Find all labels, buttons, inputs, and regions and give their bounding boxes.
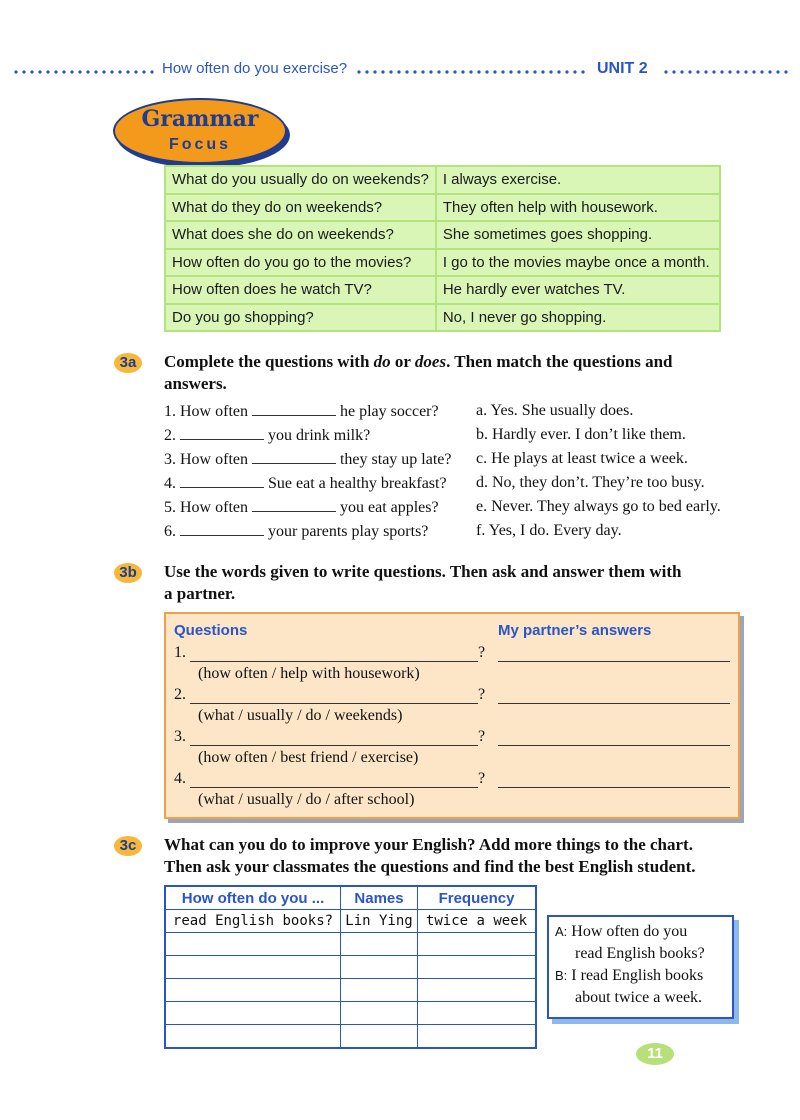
chart-row [165, 910, 536, 933]
partner-answers-heading: My partner’s answers [498, 622, 652, 639]
partner-answer-line[interactable] [498, 703, 730, 704]
answer-3a-f: f. Yes, I do. Every day. [476, 522, 622, 539]
question-text: he play soccer? [335, 403, 439, 420]
grammar-row [165, 276, 720, 304]
question-3a-4 [164, 474, 447, 493]
section-3b-marker: 3b [114, 563, 142, 583]
question-text: 2. [164, 427, 180, 444]
section-3a-marker: 3a [114, 353, 142, 373]
chart-cell[interactable] [165, 979, 341, 1002]
grammar-row [165, 221, 720, 249]
chart-cell[interactable] [418, 1002, 537, 1025]
chart-cell[interactable] [418, 956, 537, 979]
hint-text: (how often / best friend / exercise) [198, 749, 419, 766]
instr-do: do [373, 352, 391, 371]
chart-cell[interactable] [165, 933, 341, 956]
answer-blank[interactable] [180, 474, 264, 488]
chart-cell[interactable]: twice a week [418, 910, 537, 933]
question-mark: ? [478, 644, 486, 661]
item-number: 2. [174, 686, 186, 703]
question-3a-5 [164, 498, 439, 517]
chart-row [165, 956, 536, 979]
chart-cell[interactable] [341, 1025, 418, 1049]
question-text: your parents play sports? [264, 523, 429, 540]
dialog-line-b2: about twice a week. [575, 989, 703, 1006]
grammar-focus-badge [113, 98, 287, 164]
header-dots-right [662, 70, 790, 74]
item-number: 4. [174, 770, 186, 787]
answer-blank[interactable] [252, 450, 336, 464]
header-dots-left [12, 70, 158, 74]
answer-3a-b: b. Hardly ever. I don’t like them. [476, 426, 686, 443]
item-number: 3. [174, 728, 186, 745]
section-3b-instructions [164, 561, 744, 605]
item-number: 1. [174, 644, 186, 661]
grammar-row [165, 166, 720, 194]
section-3c-instructions [164, 834, 764, 878]
question-3a-6 [164, 522, 428, 541]
question-3a-1 [164, 402, 439, 421]
grammar-row [165, 194, 720, 222]
dialog-line-b1 [555, 965, 703, 987]
dialog-text: I read English books [571, 967, 704, 984]
chart-cell[interactable] [341, 979, 418, 1002]
example-dialog [547, 915, 734, 1019]
answer-blank[interactable] [180, 522, 264, 536]
question-line[interactable] [190, 745, 478, 746]
question-text: 5. How often [164, 499, 252, 516]
question-text: you drink milk? [264, 427, 371, 444]
chart-cell[interactable] [418, 1025, 537, 1049]
chart-cell[interactable]: Lin Ying [341, 910, 418, 933]
grammar-answer: No, I never go shopping. [436, 304, 720, 332]
answer-3a-a: a. Yes. She usually does. [476, 402, 634, 419]
chart-cell[interactable] [341, 1002, 418, 1025]
survey-chart [164, 885, 537, 1049]
question-text: they stay up late? [335, 451, 452, 468]
grammar-answer: She sometimes goes shopping. [436, 221, 720, 249]
dialog-line-a1 [555, 921, 687, 943]
grammar-answer: I always exercise. [436, 166, 720, 194]
grammar-row [165, 249, 720, 277]
partner-answer-line[interactable] [498, 787, 730, 788]
page-number: 11 [636, 1043, 674, 1065]
header-title: How often do you exercise? [162, 60, 348, 77]
grammar-question: What do you usually do on weekends? [165, 166, 436, 194]
chart-cell[interactable] [165, 1002, 341, 1025]
question-text: you eat apples? [335, 499, 439, 516]
chart-cell[interactable] [341, 933, 418, 956]
grammar-row [165, 304, 720, 332]
answer-3a-c: c. He plays at least twice a week. [476, 450, 688, 467]
chart-header-how-often: How often do you ... [165, 886, 341, 910]
question-text: 1. How often [164, 403, 252, 420]
header-unit: UNIT 2 [597, 60, 648, 77]
chart-cell[interactable] [165, 1025, 341, 1049]
question-text: 4. [164, 475, 180, 492]
instr-text: or [390, 352, 415, 371]
grammar-answer: I go to the movies maybe once a month. [436, 249, 720, 277]
chart-header-frequency: Frequency [418, 886, 537, 910]
chart-header-names: Names [341, 886, 418, 910]
grammar-question: How often do you go to the movies? [165, 249, 436, 277]
instr-text: What can you do to improve your English? Add more things to the chart. [164, 835, 693, 854]
chart-row [165, 1025, 536, 1049]
grammar-question: Do you go shopping? [165, 304, 436, 332]
chart-cell[interactable]: read English books? [165, 910, 341, 933]
instr-text: answers. [164, 374, 227, 393]
answer-3a-e: e. Never. They always go to bed early. [476, 498, 721, 515]
grammar-table [164, 165, 721, 332]
partner-answer-line[interactable] [498, 745, 730, 746]
grammar-answer: They often help with housework. [436, 194, 720, 222]
chart-cell[interactable] [418, 979, 537, 1002]
section-3c-marker: 3c [114, 836, 142, 856]
question-mark: ? [478, 686, 486, 703]
instr-text: Use the words given to write questions. Then ask and answer them with [164, 562, 682, 581]
speaker-b-label: B: [555, 968, 568, 983]
chart-cell[interactable] [165, 956, 341, 979]
answer-blank[interactable] [252, 498, 336, 512]
chart-row [165, 979, 536, 1002]
hint-text: (what / usually / do / after school) [198, 791, 415, 808]
question-text: Sue eat a healthy breakfast? [264, 475, 447, 492]
grammar-question: How often does he watch TV? [165, 276, 436, 304]
badge-title: Grammar [141, 106, 259, 132]
questions-box [164, 612, 740, 819]
answer-blank[interactable] [180, 426, 264, 440]
question-3a-3 [164, 450, 452, 469]
question-3a-2 [164, 426, 370, 445]
grammar-answer: He hardly ever watches TV. [436, 276, 720, 304]
instr-text: a partner. [164, 584, 236, 603]
grammar-question: What do they do on weekends? [165, 194, 436, 222]
chart-row [165, 1002, 536, 1025]
partner-answer-line[interactable] [498, 661, 730, 662]
instr-text: Then ask your classmates the questions and find the best English student. [164, 857, 696, 876]
question-text: 6. [164, 523, 180, 540]
dialog-line-a2: read English books? [575, 945, 705, 962]
answer-3a-d: d. No, they don’t. They’re too busy. [476, 474, 705, 491]
header-dots-middle [355, 70, 589, 74]
speaker-a-label: A: [555, 924, 568, 939]
badge-subtitle: Focus [168, 136, 232, 153]
section-3a-instructions [164, 351, 744, 395]
hint-text: (how often / help with housework) [198, 665, 420, 682]
questions-heading: Questions [174, 622, 248, 639]
chart-cell[interactable] [341, 956, 418, 979]
instr-text: Complete the questions with [164, 352, 374, 371]
chart-row [165, 933, 536, 956]
question-mark: ? [478, 728, 486, 745]
question-line[interactable] [190, 661, 478, 662]
question-mark: ? [478, 770, 486, 787]
instr-does: does [414, 352, 447, 371]
answer-blank[interactable] [252, 402, 336, 416]
instr-text: . Then match the questions and [446, 352, 673, 371]
question-text: 3. How often [164, 451, 252, 468]
hint-text: (what / usually / do / weekends) [198, 707, 403, 724]
grammar-question: What does she do on weekends? [165, 221, 436, 249]
dialog-text: How often do you [571, 923, 688, 940]
chart-cell[interactable] [418, 933, 537, 956]
question-line[interactable] [190, 787, 478, 788]
question-line[interactable] [190, 703, 478, 704]
